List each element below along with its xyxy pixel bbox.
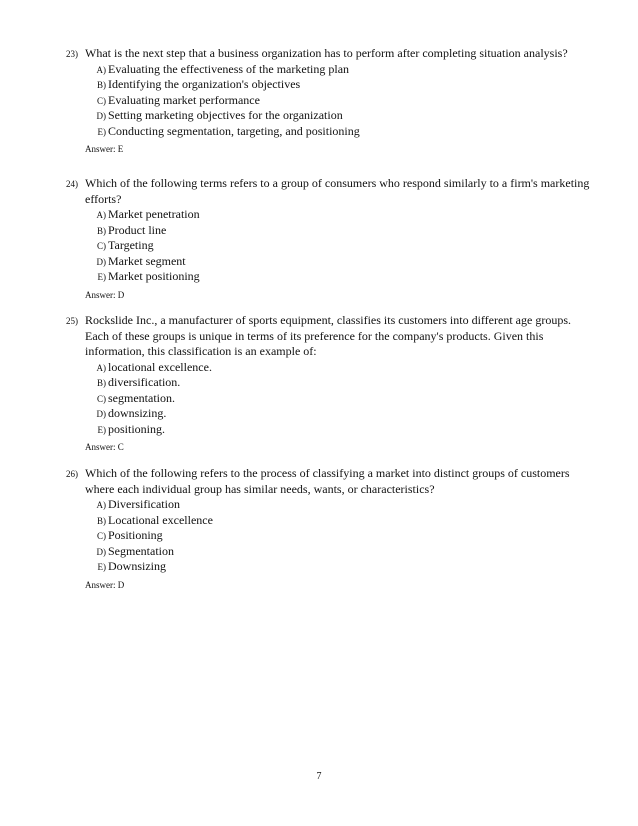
option-b bbox=[66, 375, 596, 391]
option-e bbox=[66, 124, 596, 140]
option-text: Targeting bbox=[108, 238, 154, 253]
option-letter: B) bbox=[97, 515, 106, 526]
question-25 bbox=[66, 313, 596, 453]
question-text: Rockslide Inc., a manufacturer of sports equipment, classifies its customers into different age groups. Each of these groups is unique in terms of its preference for the company's products. Given this information, this classification is an example of: bbox=[85, 313, 571, 358]
option-text: diversification. bbox=[108, 375, 181, 390]
question-number: 26) bbox=[66, 469, 78, 479]
option-letter: C) bbox=[97, 241, 106, 252]
option-a bbox=[66, 497, 596, 513]
option-letter: C) bbox=[97, 531, 106, 542]
option-a bbox=[66, 207, 596, 223]
option-letter: C) bbox=[97, 95, 106, 106]
option-text: Conducting segmentation, targeting, and positioning bbox=[108, 123, 360, 138]
option-text: Evaluating the effectiveness of the marketing plan bbox=[108, 61, 350, 76]
option-list bbox=[66, 497, 596, 575]
option-text: Segmentation bbox=[108, 543, 174, 558]
option-letter: B) bbox=[97, 225, 106, 236]
option-text: Market segment bbox=[108, 253, 186, 268]
option-e bbox=[66, 559, 596, 575]
answer-key: Answer: E bbox=[85, 144, 124, 155]
option-a bbox=[66, 62, 596, 78]
option-text: Locational excellence bbox=[108, 512, 213, 527]
question-23 bbox=[66, 46, 596, 155]
question-number: 23) bbox=[66, 49, 78, 59]
option-e bbox=[66, 269, 596, 285]
answer-key: Answer: D bbox=[85, 579, 125, 590]
option-d bbox=[66, 544, 596, 560]
option-letter: A) bbox=[96, 210, 106, 220]
option-letter: D) bbox=[96, 111, 106, 122]
option-b bbox=[66, 223, 596, 239]
option-letter: D) bbox=[96, 546, 106, 557]
question-text: Which of the following refers to the process of classifying a market into distinct groups of customers where each individual group has similar needs, wants, or characteristics? bbox=[85, 466, 570, 496]
option-text: Evaluating market performance bbox=[108, 92, 260, 107]
question-number: 24) bbox=[66, 179, 78, 189]
option-text: segmentation. bbox=[108, 390, 175, 405]
option-d bbox=[66, 406, 596, 422]
option-letter: A) bbox=[96, 500, 106, 510]
option-letter: A) bbox=[96, 64, 106, 75]
question-26 bbox=[66, 466, 596, 591]
option-letter: D) bbox=[96, 256, 106, 267]
option-text: Diversification bbox=[108, 497, 180, 511]
option-letter: D) bbox=[96, 409, 106, 420]
answer-key: Answer: D bbox=[85, 289, 125, 300]
option-c bbox=[66, 93, 596, 109]
question-text: Which of the following terms refers to a group of consumers who respond similarly to a firm's marketing efforts? bbox=[85, 176, 590, 206]
option-a bbox=[66, 360, 596, 376]
option-text: Setting marketing objectives for the organization bbox=[108, 108, 343, 123]
option-list bbox=[66, 62, 596, 140]
option-b bbox=[66, 513, 596, 529]
page-number: 7 bbox=[316, 771, 322, 782]
option-letter: E) bbox=[97, 424, 106, 435]
question-stem bbox=[66, 466, 596, 497]
question-stem bbox=[66, 313, 596, 360]
option-text: Market penetration bbox=[108, 207, 200, 221]
option-text: positioning. bbox=[108, 421, 166, 436]
option-text: locational excellence. bbox=[108, 359, 212, 374]
option-text: Product line bbox=[108, 222, 167, 237]
option-d bbox=[66, 108, 596, 124]
option-letter: E) bbox=[97, 272, 106, 283]
option-text: Identifying the organization's objectives bbox=[108, 77, 301, 92]
option-text: Downsizing bbox=[108, 559, 166, 574]
answer-key: Answer: C bbox=[85, 442, 124, 453]
question-stem bbox=[66, 46, 596, 62]
option-text: Market positioning bbox=[108, 269, 200, 284]
question-24 bbox=[66, 176, 596, 301]
option-text: Positioning bbox=[108, 528, 163, 543]
question-text: What is the next step that a business organization has to perform after completing situation analysis? bbox=[85, 46, 568, 60]
option-b bbox=[66, 77, 596, 93]
option-letter: E) bbox=[97, 126, 106, 137]
question-stem bbox=[66, 176, 596, 207]
option-d bbox=[66, 254, 596, 270]
option-letter: B) bbox=[97, 378, 106, 389]
option-list bbox=[66, 207, 596, 285]
option-c bbox=[66, 528, 596, 544]
option-letter: E) bbox=[97, 562, 106, 573]
option-c bbox=[66, 238, 596, 254]
option-text: downsizing. bbox=[108, 406, 167, 421]
option-c bbox=[66, 391, 596, 407]
option-letter: A) bbox=[96, 362, 106, 373]
option-letter: B) bbox=[97, 80, 106, 91]
option-list bbox=[66, 360, 596, 438]
option-e bbox=[66, 422, 596, 438]
option-letter: C) bbox=[97, 393, 106, 404]
question-number: 25) bbox=[66, 316, 78, 326]
